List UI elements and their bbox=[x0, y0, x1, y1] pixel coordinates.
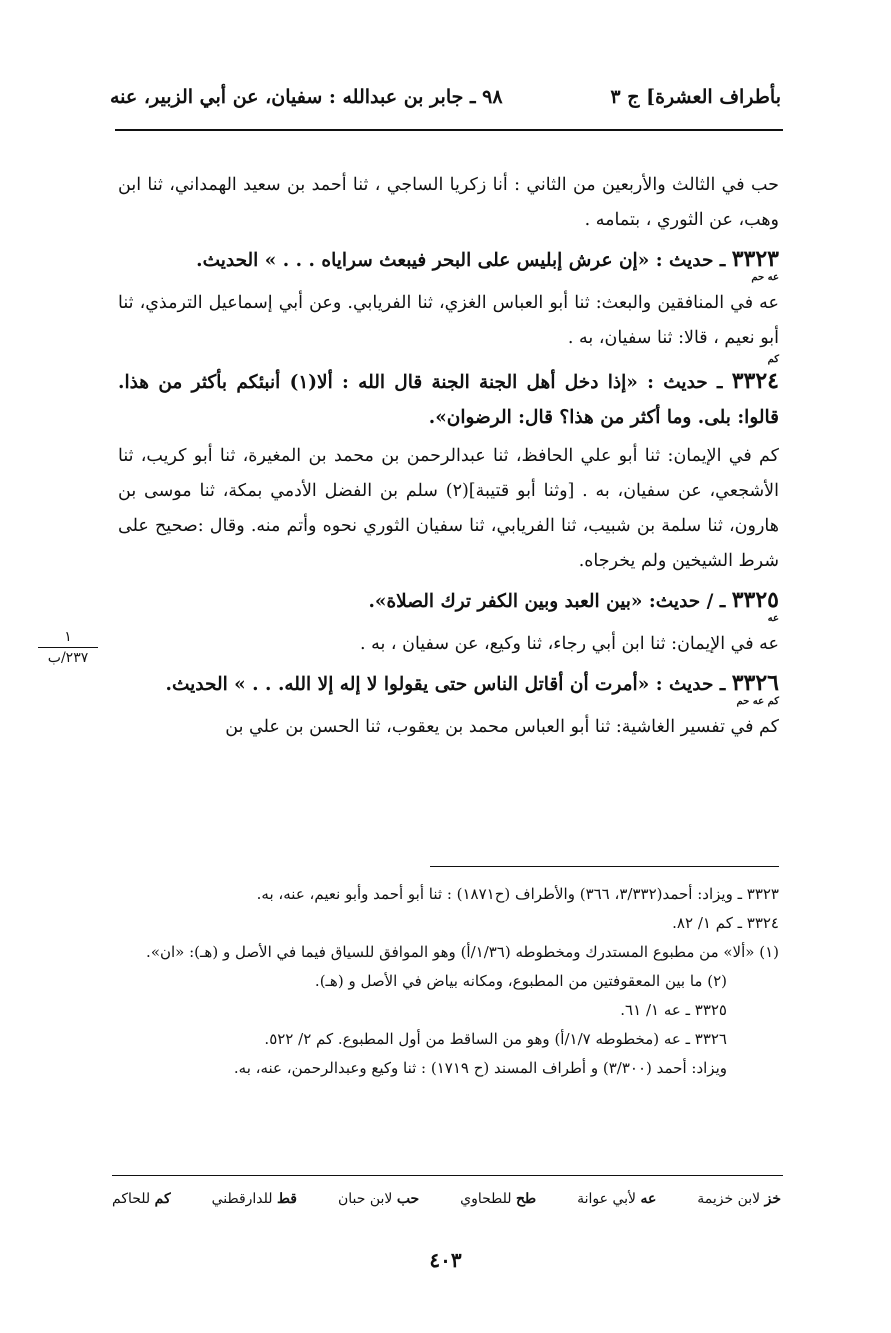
page-header bbox=[110, 86, 781, 120]
page-number: ٤٠٣ bbox=[429, 1248, 462, 1272]
paragraph: كم في تفسير الغاشية: ثنا أبو العباس محمد بن يعقوب، ثنا الحسن بن علي بن bbox=[225, 717, 779, 737]
folio-divider bbox=[38, 647, 98, 648]
hadith-3323 bbox=[118, 242, 779, 282]
abbreviation: طح للطحاوي bbox=[460, 1191, 537, 1207]
sigla: كم bbox=[767, 354, 779, 365]
sigla: كم عه حم bbox=[736, 696, 779, 707]
footnote: (١) «ألا» من مطبوع المستدرك ومخطوطه (١/٣٦/أ) وهو الموافق للسياق فيما في الأصل و (هـ): «ان». bbox=[146, 943, 779, 961]
hadith-number: ٣٣٢٦ bbox=[731, 670, 779, 696]
hadith-text: ـ حديث : «إن عرش إبليس على البحر فيبعث سراياه . . . » الحديث. bbox=[196, 250, 732, 271]
hadith-3324 bbox=[118, 356, 779, 435]
sigla: عه حم bbox=[751, 272, 779, 283]
footnotes bbox=[112, 880, 779, 1083]
section-title: ٩٨ ـ جابر بن عبدالله : سفيان، عن أبي الزبير، عنه bbox=[110, 86, 503, 108]
hadith-number: ٣٣٢٤ bbox=[731, 368, 779, 394]
header-rule bbox=[115, 129, 783, 131]
footnote: ٣٣٢٣ ـ ويزاد: أحمد(٣/٣٣٢، ٣٦٦) والأطراف (ح١٨٧١) : ثنا أبو أحمد وأبو نعيم، عنه، به. bbox=[256, 885, 779, 903]
hadith-number: ٣٣٢٥ bbox=[731, 587, 779, 613]
hadith-3325 bbox=[118, 583, 779, 623]
abbreviation: خز لابن خزيمة bbox=[697, 1191, 781, 1207]
hadith-number: ٣٣٢٣ bbox=[731, 246, 779, 272]
paragraph: حب في الثالث والأربعين من الثاني : أنا زكريا الساجي ، ثنا أحمد بن سعيد الهمداني، ثنا ابن وهب، عن الثوري ، بتمامه . bbox=[118, 175, 779, 230]
paragraph: كم في الإيمان: ثنا أبو علي الحافظ، ثنا عبدالرحمن بن محمد بن المغيرة، ثنا أبو كريب، ثنا الأشجعي، عن سفيان، به . [وثنا أبو قتيبة](٢) سلم بن الفضل الأدمي بمكة، ثنا موسى بن هارون، ثنا سلمة بن شبيب، ثنا الفريابي، ثنا سفيان الثوري نحوه وأتم منه. وقال :صحيح على شرط الشيخين ولم يخرجاه. bbox=[118, 446, 780, 571]
hadith-text: ـ / حديث: «بين العبد وبين الكفر ترك الصلاة». bbox=[368, 591, 732, 612]
footnote-rule bbox=[430, 866, 779, 867]
folio-top: ١ bbox=[64, 629, 72, 645]
footnote: (٢) ما بين المعقوفتين من المطبوع، ومكانه بياض في الأصل و (هـ). bbox=[314, 972, 727, 990]
folio-bottom: ٢٣٧/ب bbox=[47, 650, 89, 666]
footnote: ٣٣٢٤ ـ كم ١/ ٨٢. bbox=[672, 914, 779, 932]
hadith-3326 bbox=[118, 666, 779, 706]
abbreviation: قط للدارقطني bbox=[211, 1191, 297, 1207]
running-title: بأطراف العشرة] ج ٣ bbox=[610, 86, 781, 108]
footnote: ٣٣٢٦ ـ عه (مخطوطه ١/٧/أ) وهو من الساقط من أول المطبوع. كم ٢/ ٥٢٢. bbox=[264, 1030, 727, 1048]
main-text bbox=[118, 168, 779, 749]
footnote: ٣٣٢٥ ـ عه ١/ ٦١. bbox=[620, 1001, 727, 1019]
hadith-text: ـ حديث : «إذا دخل أهل الجنة الجنة قال الله : ألا(١) أنبئكم بأكثر من هذا. قالوا: بلى. وما أكثر من هذا؟ قال: الرضوان». bbox=[118, 372, 779, 428]
abbreviations-key bbox=[112, 1191, 781, 1207]
abbreviations-rule bbox=[112, 1175, 783, 1176]
sigla: عه bbox=[767, 613, 779, 624]
footnote: ويزاد: أحمد (٣/٣٠٠) و أطراف المسند (ح ١٧١٩) : ثنا وكيع وعبدالرحمن، عنه، به. bbox=[233, 1059, 727, 1077]
abbreviation: حب لابن حبان bbox=[337, 1191, 420, 1207]
abbreviation: كم للحاكم bbox=[112, 1191, 171, 1207]
abbreviation: عه لأبي عوانة bbox=[577, 1191, 657, 1207]
paragraph: عه في المنافقين والبعث: ثنا أبو العباس الغزي، ثنا الفريابي. وعن أبي إسماعيل الترمذي، ثنا أبو نعيم ، قالا: ثنا سفيان، به . bbox=[118, 293, 779, 348]
paragraph: عه في الإيمان: ثنا ابن أبي رجاء، ثنا وكيع، عن سفيان ، به . bbox=[359, 634, 779, 654]
hadith-text: ـ حديث : «أمرت أن أقاتل الناس حتى يقولوا لا إله إلا الله. . . » الحديث. bbox=[165, 674, 732, 695]
manuscript-folio-marker bbox=[30, 628, 106, 667]
